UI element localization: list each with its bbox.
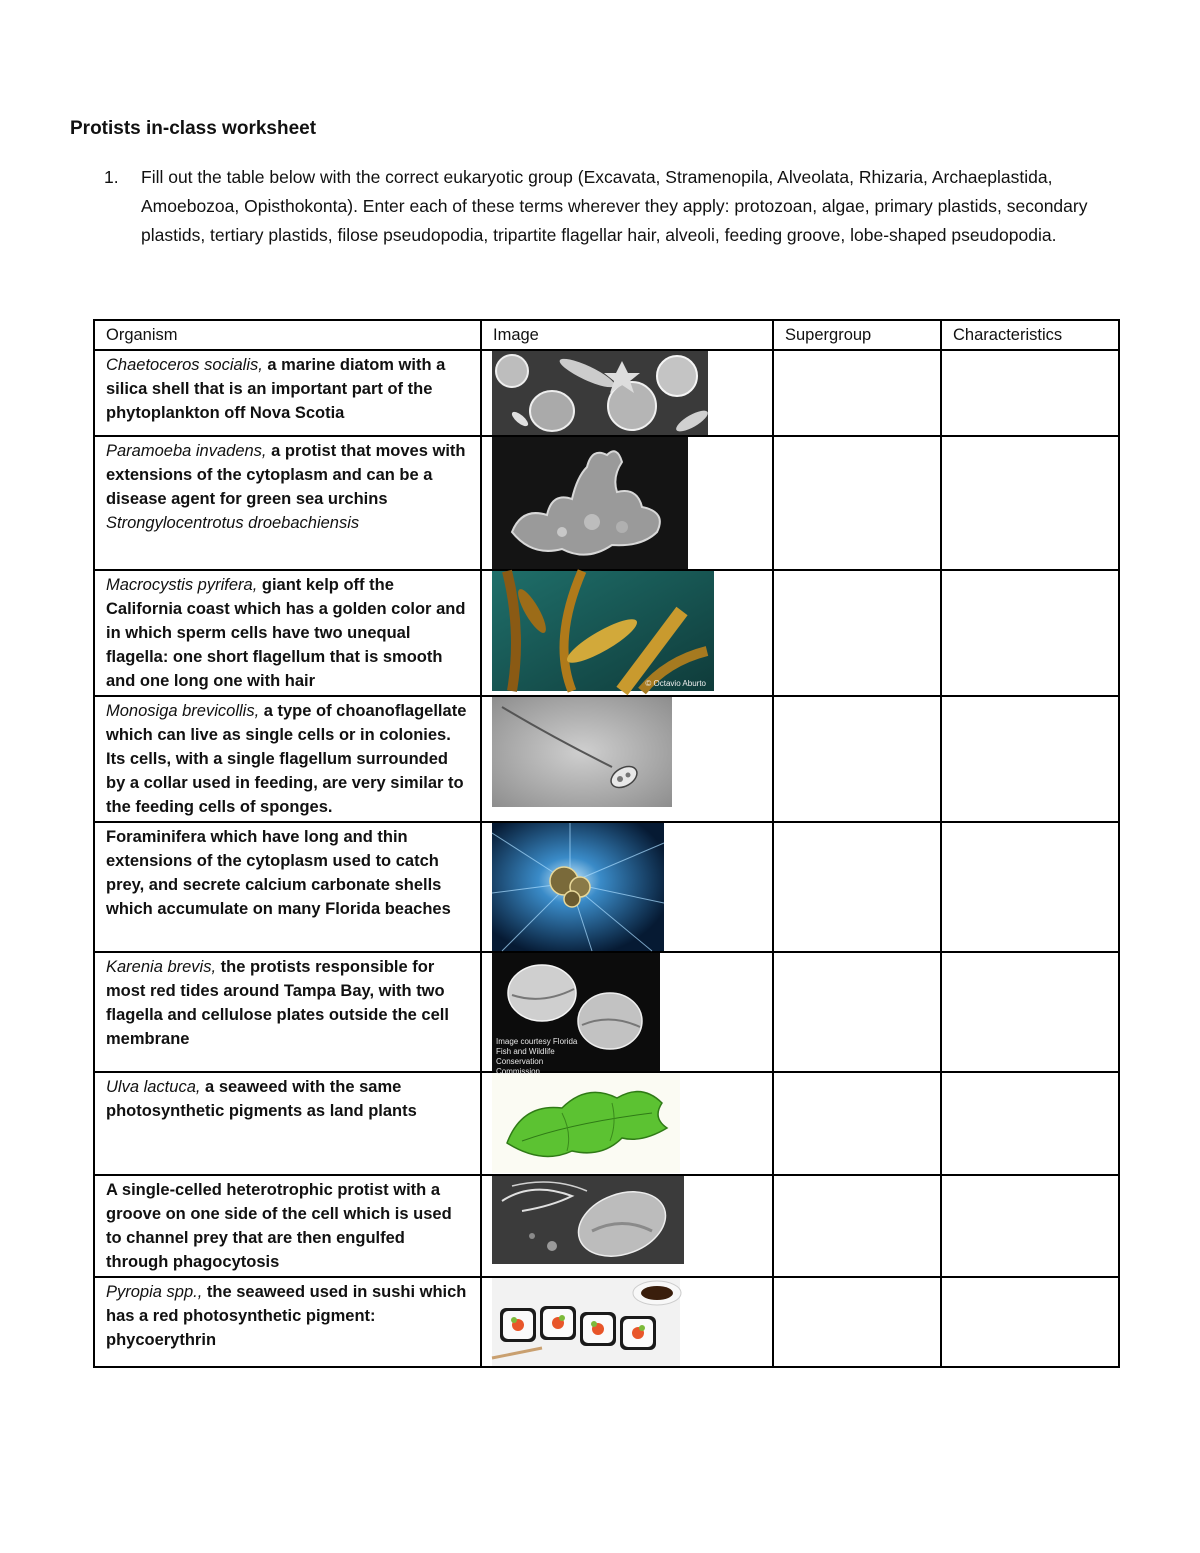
choanoflagellate-image (492, 697, 772, 807)
karenia-sem-image (492, 953, 660, 1076)
header-organism: Organism (94, 320, 481, 350)
characteristics-cell[interactable] (941, 570, 1119, 696)
table-row (94, 570, 1119, 696)
excavate-sem-image (492, 1176, 772, 1264)
supergroup-cell[interactable] (773, 1175, 941, 1277)
foraminifera-image (492, 823, 772, 951)
supergroup-cell[interactable] (773, 1277, 941, 1367)
supergroup-cell[interactable] (773, 1072, 941, 1175)
diatoms-micrograph-image (492, 351, 772, 435)
organism-cell: Pyropia spp., the seaweed used in sushi which has a red photosynthetic pigment: phycoerythrin (94, 1277, 481, 1367)
table-row (94, 696, 1119, 822)
image-cell (481, 952, 773, 1076)
organism-cell: Monosiga brevicollis, a type of choanoflagellate which can live as single cells or in colonies. Its cells, with a single flagellum surrounded by a collar used in feeding, are very similar to the feeding cells of sponges. (94, 696, 481, 822)
table-row (94, 952, 1119, 1072)
characteristics-cell[interactable] (941, 436, 1119, 570)
kelp-image-credit: © Octavio Aburto (645, 679, 706, 688)
table-row (94, 436, 1119, 570)
characteristics-cell[interactable] (941, 1277, 1119, 1367)
supergroup-cell[interactable] (773, 822, 941, 952)
table-row (94, 350, 1119, 436)
image-cell (481, 696, 773, 822)
table-row (94, 1072, 1119, 1175)
organism-cell: Chaetoceros socialis, a marine diatom with a silica shell that is an important part of the phytoplankton off Nova Scotia (94, 350, 481, 436)
karenia-image-credit: Image courtesy Florida Fish and Wildlife Conservation Commission (496, 1037, 578, 1076)
kelp-forest-image (492, 571, 714, 691)
organism-cell: Paramoeba invadens, a protist that moves with extensions of the cytoplasm and can be a disease agent for green sea urchins Strongylocentrotus droebachiensis (94, 436, 481, 570)
supergroup-cell[interactable] (773, 350, 941, 436)
header-characteristics: Characteristics (941, 320, 1119, 350)
table-header-row (94, 320, 1119, 350)
image-cell (481, 822, 773, 952)
question-1 (104, 163, 1104, 250)
characteristics-cell[interactable] (941, 696, 1119, 822)
image-cell (481, 1277, 773, 1367)
characteristics-cell[interactable] (941, 1072, 1119, 1175)
characteristics-cell[interactable] (941, 822, 1119, 952)
organism-cell: Foraminifera which have long and thin extensions of the cytoplasm used to catch prey, and secrete calcium carbonate shells which accumulate on many Florida beaches (94, 822, 481, 952)
supergroup-cell[interactable] (773, 570, 941, 696)
organism-cell: Macrocystis pyrifera, giant kelp off the California coast which has a golden color and in which sperm cells have two unequal flagella: one short flagellum that is smooth and one long one with hair (94, 570, 481, 696)
table-row (94, 822, 1119, 952)
table-row (94, 1175, 1119, 1277)
characteristics-cell[interactable] (941, 1175, 1119, 1277)
supergroup-cell[interactable] (773, 696, 941, 822)
organism-cell: Ulva lactuca, a seaweed with the same photosynthetic pigments as land plants (94, 1072, 481, 1175)
protist-table (93, 319, 1120, 1368)
image-cell (481, 350, 773, 436)
question-text: Fill out the table below with the correct eukaryotic group (Excavata, Stramenopila, Alveolata, Rhizaria, Archaeplastida, Amoebozoa, Opisthokonta). Enter each of these terms wherever they apply: protozoan, algae, primary plastids, secondary plastids, tertiary plastids, filose pseudopodia, tripartite flagellar hair, alveoli, feeding groove, lobe-shaped pseudopodia. (141, 167, 1088, 245)
header-supergroup: Supergroup (773, 320, 941, 350)
characteristics-cell[interactable] (941, 952, 1119, 1072)
supergroup-cell[interactable] (773, 952, 941, 1072)
image-cell (481, 436, 773, 570)
organism-cell: A single-celled heterotrophic protist with a groove on one side of the cell which is used to channel prey that are then engulfed through phagocytosis (94, 1175, 481, 1277)
characteristics-cell[interactable] (941, 350, 1119, 436)
header-image: Image (481, 320, 773, 350)
supergroup-cell[interactable] (773, 436, 941, 570)
image-cell (481, 1175, 773, 1277)
question-number: 1. (104, 167, 119, 187)
worksheet-title: Protists in-class worksheet (70, 118, 317, 139)
image-cell (481, 570, 773, 696)
table-row (94, 1277, 1119, 1367)
organism-cell: Karenia brevis, the protists responsible for most red tides around Tampa Bay, with two flagella and cellulose plates outside the cell membrane (94, 952, 481, 1072)
image-cell (481, 1072, 773, 1175)
amoeba-sem-image (492, 437, 772, 569)
sushi-image (492, 1278, 772, 1366)
sea-lettuce-image (492, 1073, 772, 1173)
